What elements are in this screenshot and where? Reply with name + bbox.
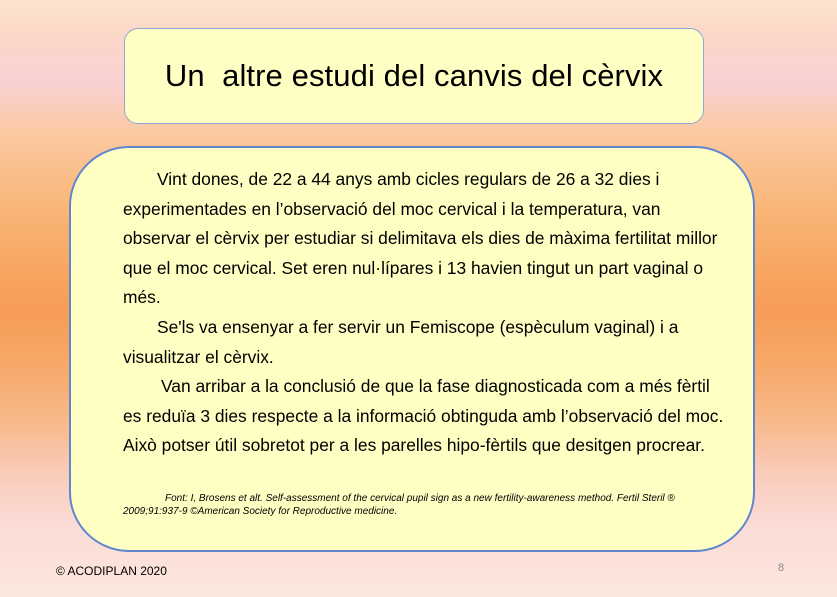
page-number: 8 [778, 562, 785, 574]
slide-title: Un altre estudi del canvis del cèrvix [164, 58, 664, 93]
content-text [123, 165, 728, 461]
content-box [69, 146, 755, 552]
source-citation [123, 492, 723, 518]
source-citation-line1: Font: I, Brosens et alt. Self-assessment of the cervical pupil sign as a new fertility-awareness method. Fertil Steril ® [165, 493, 675, 504]
title-box [124, 28, 704, 124]
source-citation-line2: 2009;91:937-9 ©American Society for Reproductive medicine. [123, 506, 398, 517]
paragraph-study-description: Vint dones, de 22 a 44 anys amb cicles regulars de 26 a 32 dies i experimentades en l’observació del moc cervical i la temperatura, van observar el cèrvix per estudiar si delimitava els dies de màxima fertilitat millor que el moc cervical. Set eren nul·lípares i 13 havien tingut un part vaginal o més. [123, 169, 718, 308]
footer-copyright: © ACODIPLAN 2020 [56, 564, 167, 578]
paragraph-femiscope: Se'ls va ensenyar a fer servir un Femiscope (espèculum vaginal) i a visualitzar el cèrvix. [123, 316, 679, 367]
paragraph-conclusion: Van arribar a la conclusió de que la fase diagnosticada com a més fèrtil es reduïa 3 dies respecte a la informació obtinguda amb l’observació del moc. Això potser útil sobretot per a les parelles hipo-fèrtils que desitgen procrear. [123, 376, 724, 456]
